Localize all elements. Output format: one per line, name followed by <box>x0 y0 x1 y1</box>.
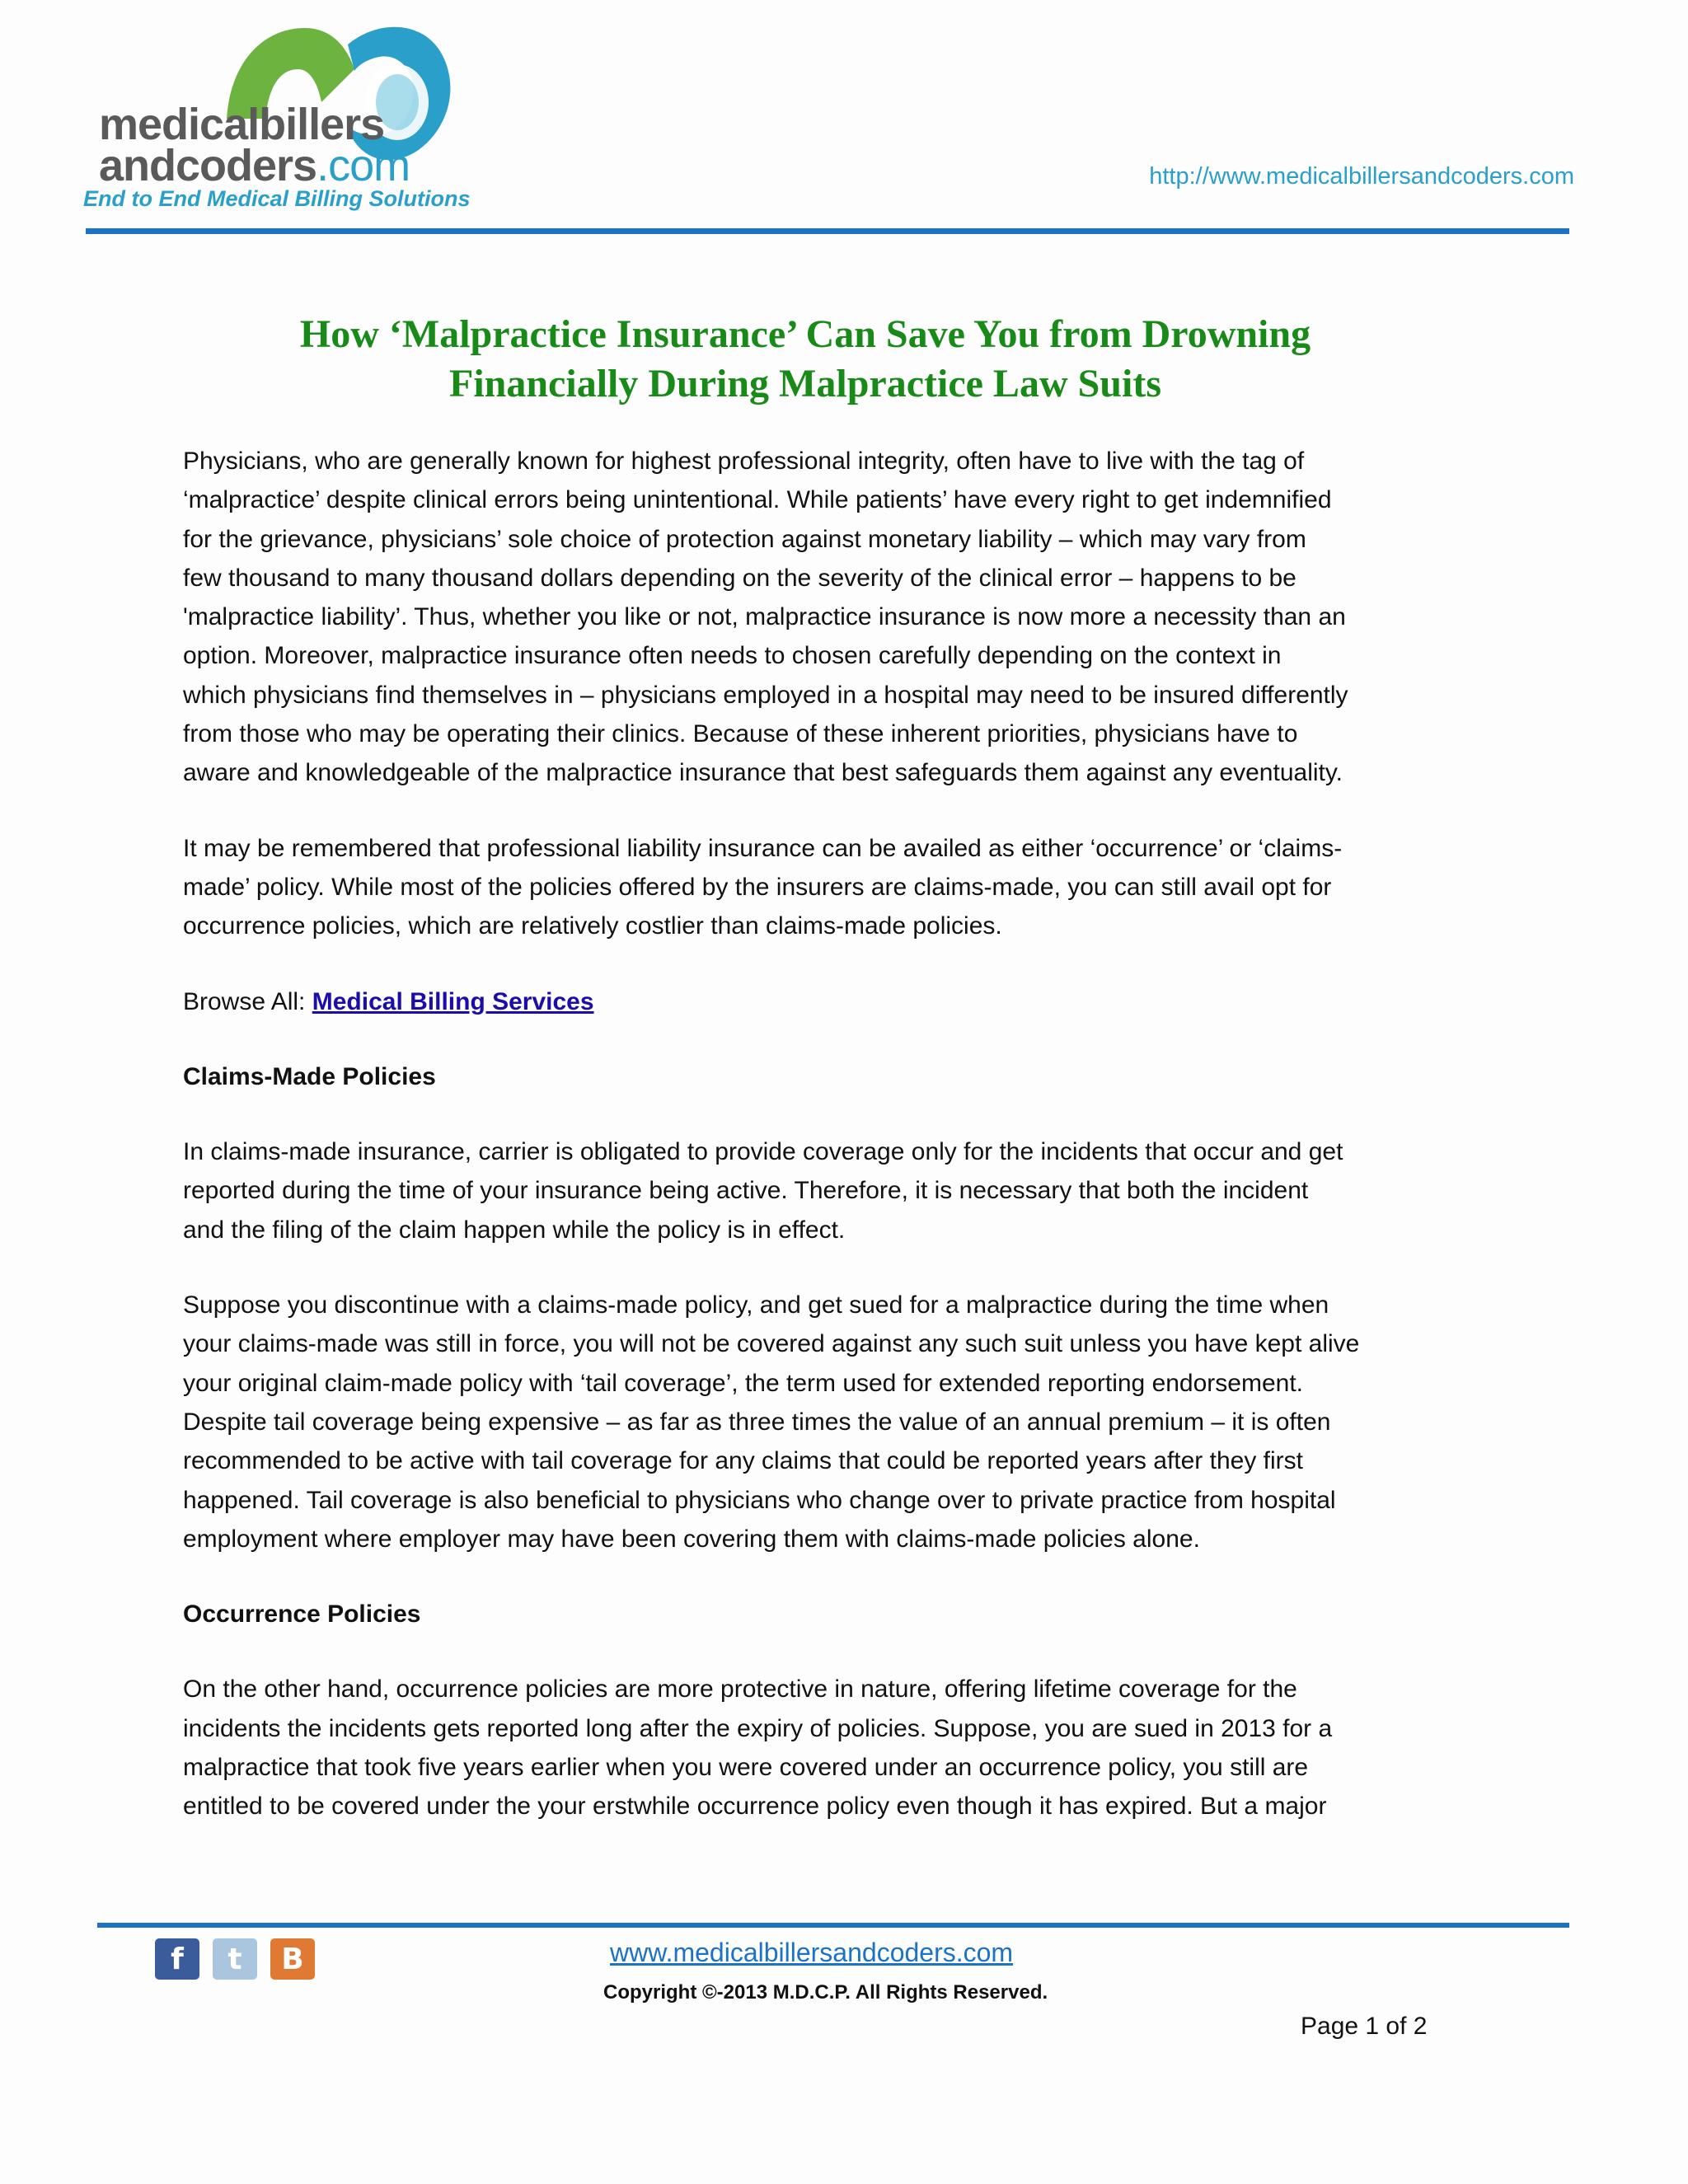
text-line: On the other hand, occurrence policies are more protective in nature, offering lifetime coverage for the <box>183 1675 1297 1704</box>
paragraph-intro <box>183 442 1493 793</box>
article-body <box>183 442 1493 1863</box>
text-line: occurrence policies, which are relatively costlier than claims-made policies. <box>183 912 1002 940</box>
text-line: incidents the incidents gets reported long after the expiry of policies. Suppose, you are sued in 2013 for a <box>183 1714 1333 1742</box>
text-line: from those who may be operating their clinics. Because of these inherent priorities, physicians have to <box>183 720 1298 748</box>
footer-url-link[interactable]: www.medicalbillersandcoders.com <box>610 1938 1014 1967</box>
blogger-icon[interactable]: B <box>270 1938 315 1980</box>
heading-occurrence: Occurrence Policies <box>183 1601 421 1629</box>
facebook-icon[interactable]: f <box>155 1938 199 1980</box>
text-line: happened. Tail coverage is also beneficial to physicians who change over to private practice from hospital <box>183 1486 1336 1514</box>
text-line: reported during the time of your insurance being active. Therefore, it is necessary that both the incident <box>183 1177 1309 1205</box>
text-line: malpractice that took five years earlier when you were covered under an occurrence policy, you still are <box>183 1754 1309 1782</box>
text-line: employment where employer may have been covering them with claims-made policies alone. <box>183 1525 1200 1553</box>
paragraph-policy-types <box>183 829 1493 946</box>
text-line: recommended to be active with tail coverage for any claims that could be reported years after they first <box>183 1447 1303 1475</box>
title-line-2: Financially During Malpractice Law Suits <box>449 362 1161 405</box>
text-line: aware and knowledgeable of the malpractice insurance that best safeguards them against any eventuality. <box>183 759 1343 787</box>
text-line: and the filing of the claim happen while the policy is in effect. <box>183 1216 846 1244</box>
text-line: Despite tail coverage being expensive – as far as three times the value of an annual premium – it is often <box>183 1408 1331 1436</box>
text-line: Physicians, who are generally known for highest professional integrity, often have to live with the tag of <box>183 448 1305 475</box>
text-line: Suppose you discontinue with a claims-made policy, and get sued for a malpractice during the time when <box>183 1291 1329 1319</box>
logo-text-line1: medicalbillers <box>99 100 385 149</box>
tagline: End to End Medical Billing Solutions <box>83 186 471 211</box>
header-url-link[interactable]: http://www.medicalbillersandcoders.com <box>1149 163 1574 190</box>
browse-all <box>183 982 1493 1021</box>
title-line-1: How ‘Malpractice Insurance’ Can Save You from Drowning <box>299 312 1311 356</box>
heading-claims-made: Claims-Made Policies <box>183 1062 436 1090</box>
header-divider <box>86 228 1569 234</box>
text-line: In claims-made insurance, carrier is obligated to provide coverage only for the incidents that occur and get <box>183 1138 1343 1166</box>
paragraph-occurrence <box>183 1670 1493 1825</box>
copyright-notice: Copyright ©-2013 M.D.C.P. All Rights Reserved. <box>603 1981 1048 2004</box>
browse-label: Browse All: <box>183 987 312 1015</box>
article-title <box>183 310 1428 409</box>
text-line: for the grievance, physicians’ sole choice of protection against monetary liability – which may vary from <box>183 525 1306 553</box>
paragraph-tail-coverage <box>183 1286 1493 1558</box>
paragraph-claims-made <box>183 1132 1493 1249</box>
logo-text-tld: .com <box>316 141 410 190</box>
medical-billing-services-link[interactable]: Medical Billing Services <box>312 987 594 1015</box>
text-line: made’ policy. While most of the policies offered by the insurers are claims-made, you can still avail opt for <box>183 873 1332 901</box>
text-line: your original claim-made policy with ‘tail coverage’, the term used for extended reporting endorsement. <box>183 1369 1304 1397</box>
logo-text-bold: andcoders <box>99 141 317 190</box>
logo-text-line2 <box>99 143 410 188</box>
text-line: which physicians find themselves in – physicians employed in a hospital may need to be insured differently <box>183 681 1348 709</box>
text-line: option. Moreover, malpractice insurance often needs to chosen carefully depending on the context in <box>183 642 1282 670</box>
text-line: It may be remembered that professional liability insurance can be availed as either ‘occurrence’ or ‘claims- <box>183 834 1343 862</box>
text-line: 'malpractice liability’. Thus, whether you like or not, malpractice insurance is now more a necessity than an <box>183 603 1346 631</box>
text-line: your claims-made was still in force, you will not be covered against any such suit unless you have kept alive <box>183 1330 1360 1358</box>
page-number: Page 1 of 2 <box>1301 2013 1428 2040</box>
social-links <box>155 1938 315 1980</box>
footer-divider <box>97 1923 1569 1928</box>
twitter-icon[interactable]: t <box>213 1938 257 1980</box>
text-line: entitled to be covered under the your erstwhile occurrence policy even though it has expired. But a major <box>183 1793 1327 1821</box>
text-line: few thousand to many thousand dollars depending on the severity of the clinical error – happens to be <box>183 564 1296 592</box>
text-line: ‘malpractice’ despite clinical errors being unintentional. While patients’ have every right to get indemnified <box>183 486 1332 514</box>
